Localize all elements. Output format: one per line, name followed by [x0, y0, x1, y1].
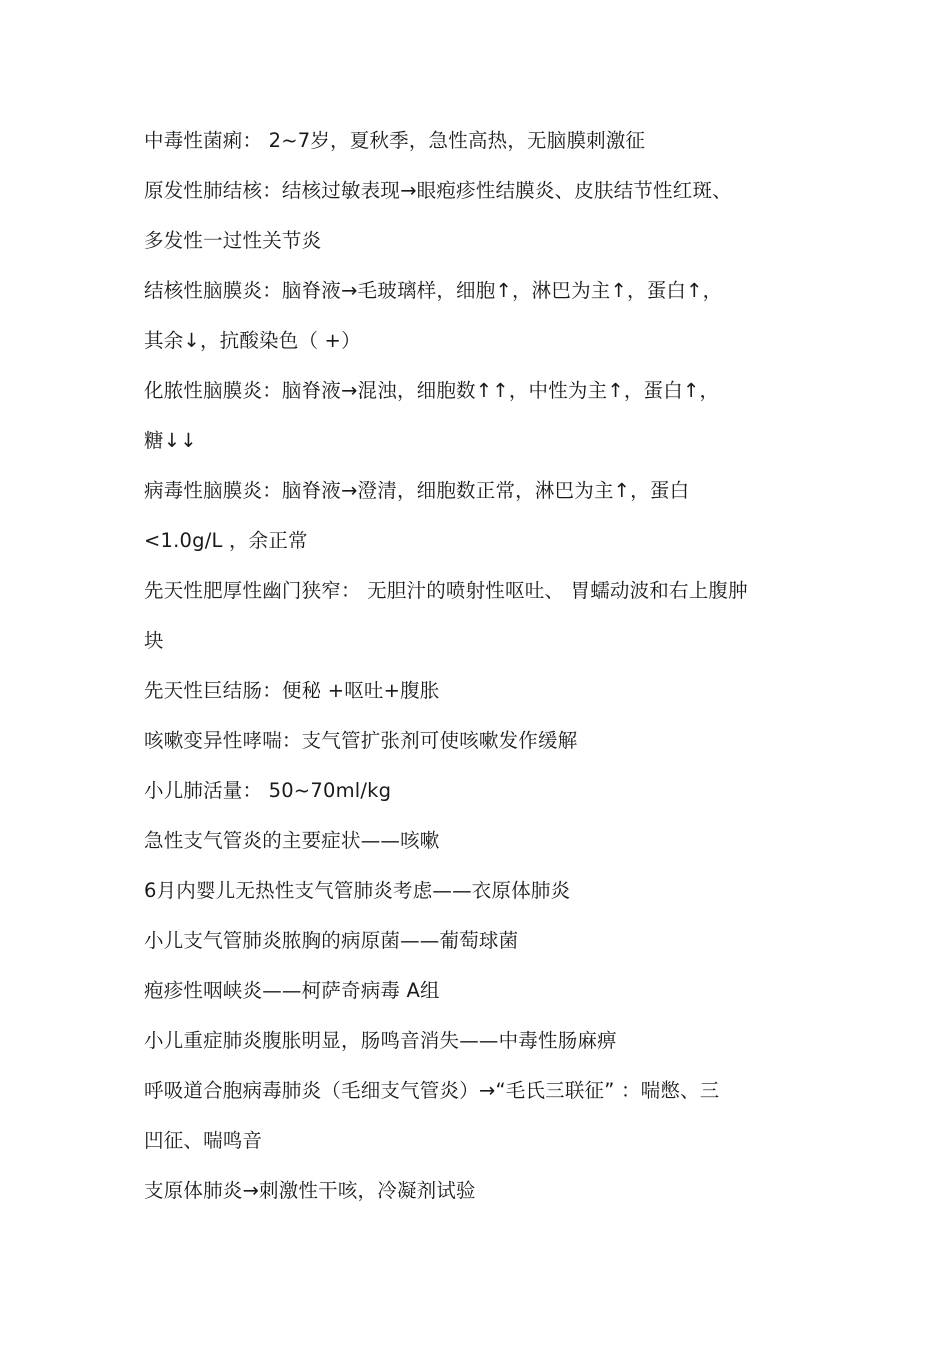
text-line: 咳嗽变异性哮喘：支气管扩张剂可使咳嗽发作缓解 — [144, 729, 578, 752]
text-line: 小儿重症肺炎腹胀明显，肠鸣音消失——中毒性肠麻痹 — [144, 1029, 617, 1052]
text-line: 块 — [144, 629, 164, 652]
text-line: 小儿肺活量： 50~70ml/kg — [144, 779, 392, 802]
text-line: <1.0g/L ，余正常 — [144, 529, 308, 552]
text-line: 其余↓，抗酸染色（ +） — [144, 329, 361, 352]
text-line: 凹征、喘鸣音 — [144, 1129, 263, 1152]
text-line: 呼吸道合胞病毒肺炎（毛细支气管炎）→“毛氏三联征” ：喘憋、三 — [144, 1079, 720, 1102]
text-line: 急性支气管炎的主要症状——咳嗽 — [144, 829, 440, 852]
text-line: 病毒性脑膜炎：脑脊液→澄清，细胞数正常，淋巴为主↑，蛋白 — [144, 479, 690, 502]
text-line: 化脓性脑膜炎：脑脊液→混浊，细胞数↑↑，中性为主↑，蛋白↑， — [144, 379, 720, 402]
text-line: 中毒性菌痢： 2~7岁，夏秋季，急性高热，无脑膜刺激征 — [144, 129, 646, 152]
text-line: 先天性肥厚性幽门狭窄： 无胆汁的喷射性呕吐、 胃蠕动波和右上腹肿 — [144, 579, 748, 602]
text-line: 先天性巨结肠：便秘 +呕吐+腹胀 — [144, 679, 440, 702]
text-line: 多发性一过性关节炎 — [144, 229, 322, 252]
text-line: 支原体肺炎→刺激性干咳，冷凝剂试验 — [144, 1179, 476, 1202]
text-line: 结核性脑膜炎：脑脊液→毛玻璃样，细胞↑，淋巴为主↑，蛋白↑， — [144, 279, 723, 302]
text-line: 糖↓↓ — [144, 429, 197, 452]
text-line: 原发性肺结核：结核过敏表现→眼疱疹性结膜炎、皮肤结节性红斑、 — [144, 179, 732, 202]
text-line: 6月内婴儿无热性支气管肺炎考虑——衣原体肺炎 — [144, 879, 571, 902]
document-body — [144, 116, 814, 1216]
text-line: 疱疹性咽峡炎——柯萨奇病毒 A组 — [144, 979, 440, 1002]
text-line: 小儿支气管肺炎脓胸的病原菌——葡萄球菌 — [144, 929, 519, 952]
